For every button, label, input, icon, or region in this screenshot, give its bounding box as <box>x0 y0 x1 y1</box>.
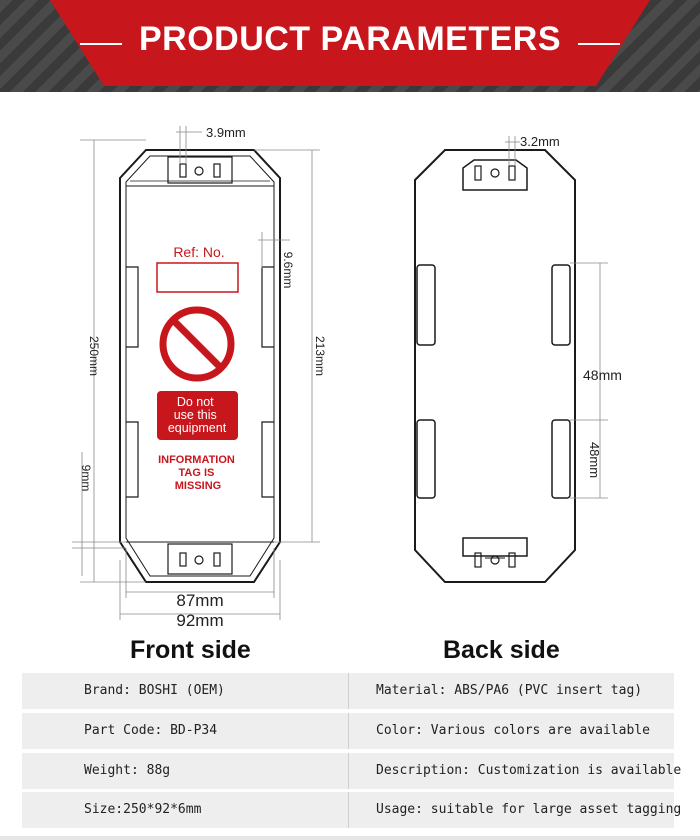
front-side-caption: Front side <box>130 636 251 664</box>
missing-line-2: TAG IS <box>178 467 215 479</box>
product-drawing <box>0 110 700 630</box>
front-dimension-lines <box>72 126 320 620</box>
page-title: PRODUCT PARAMETERS <box>138 20 562 58</box>
front-dim-slot-gap: 9.6mm <box>281 251 295 289</box>
back-tag-drawing <box>415 150 575 582</box>
missing-line-1: INFORMATION <box>158 454 235 466</box>
row-divider <box>348 673 349 709</box>
front-dim-top-width: 3.9mm <box>206 125 246 140</box>
param-weight: Weight: 88g <box>84 763 171 778</box>
param-material: Material: ABS/PA6 (PVC insert tag) <box>376 683 643 698</box>
front-dim-width: 92mm <box>176 611 224 630</box>
back-side-caption: Back side <box>443 636 560 664</box>
back-dim-slot-height: 48mm <box>587 441 602 479</box>
row-divider <box>348 753 349 789</box>
back-dim-slot-span: 48mm <box>583 367 622 383</box>
front-dim-height: 250mm <box>87 335 101 377</box>
warning-line-3: equipment <box>167 421 227 435</box>
banner <box>0 0 700 92</box>
table-row <box>22 792 682 828</box>
bottom-divider <box>0 836 700 840</box>
param-color: Color: Various colors are available <box>376 723 650 738</box>
warning-line-2: use this <box>173 408 217 422</box>
front-dim-inner-width: 87mm <box>176 591 224 610</box>
ref-number-box <box>157 263 238 292</box>
row-divider <box>348 792 349 828</box>
table-row <box>22 753 682 789</box>
missing-text <box>158 454 238 492</box>
param-description: Description: Customization is available <box>376 763 682 778</box>
table-row <box>22 673 674 709</box>
param-size: Size:250*92*6mm <box>84 802 202 817</box>
ref-label: Ref: No. <box>173 244 225 260</box>
param-usage: Usage: suitable for large asset tagging <box>376 802 682 817</box>
parameters-table <box>22 667 682 835</box>
table-row <box>22 713 674 749</box>
front-dim-edge: 9mm <box>79 464 93 492</box>
param-part-code: Part Code: BD-P34 <box>84 723 218 738</box>
param-brand: Brand: BOSHI (OEM) <box>84 683 225 698</box>
row-divider <box>348 713 349 749</box>
missing-line-3: MISSING <box>174 480 222 492</box>
back-dim-top-width: 3.2mm <box>520 134 560 149</box>
prohibition-icon <box>163 310 231 378</box>
warning-line-1: Do not <box>176 395 214 409</box>
front-dim-inner-height: 213mm <box>313 335 327 377</box>
front-tag-drawing <box>120 150 280 582</box>
